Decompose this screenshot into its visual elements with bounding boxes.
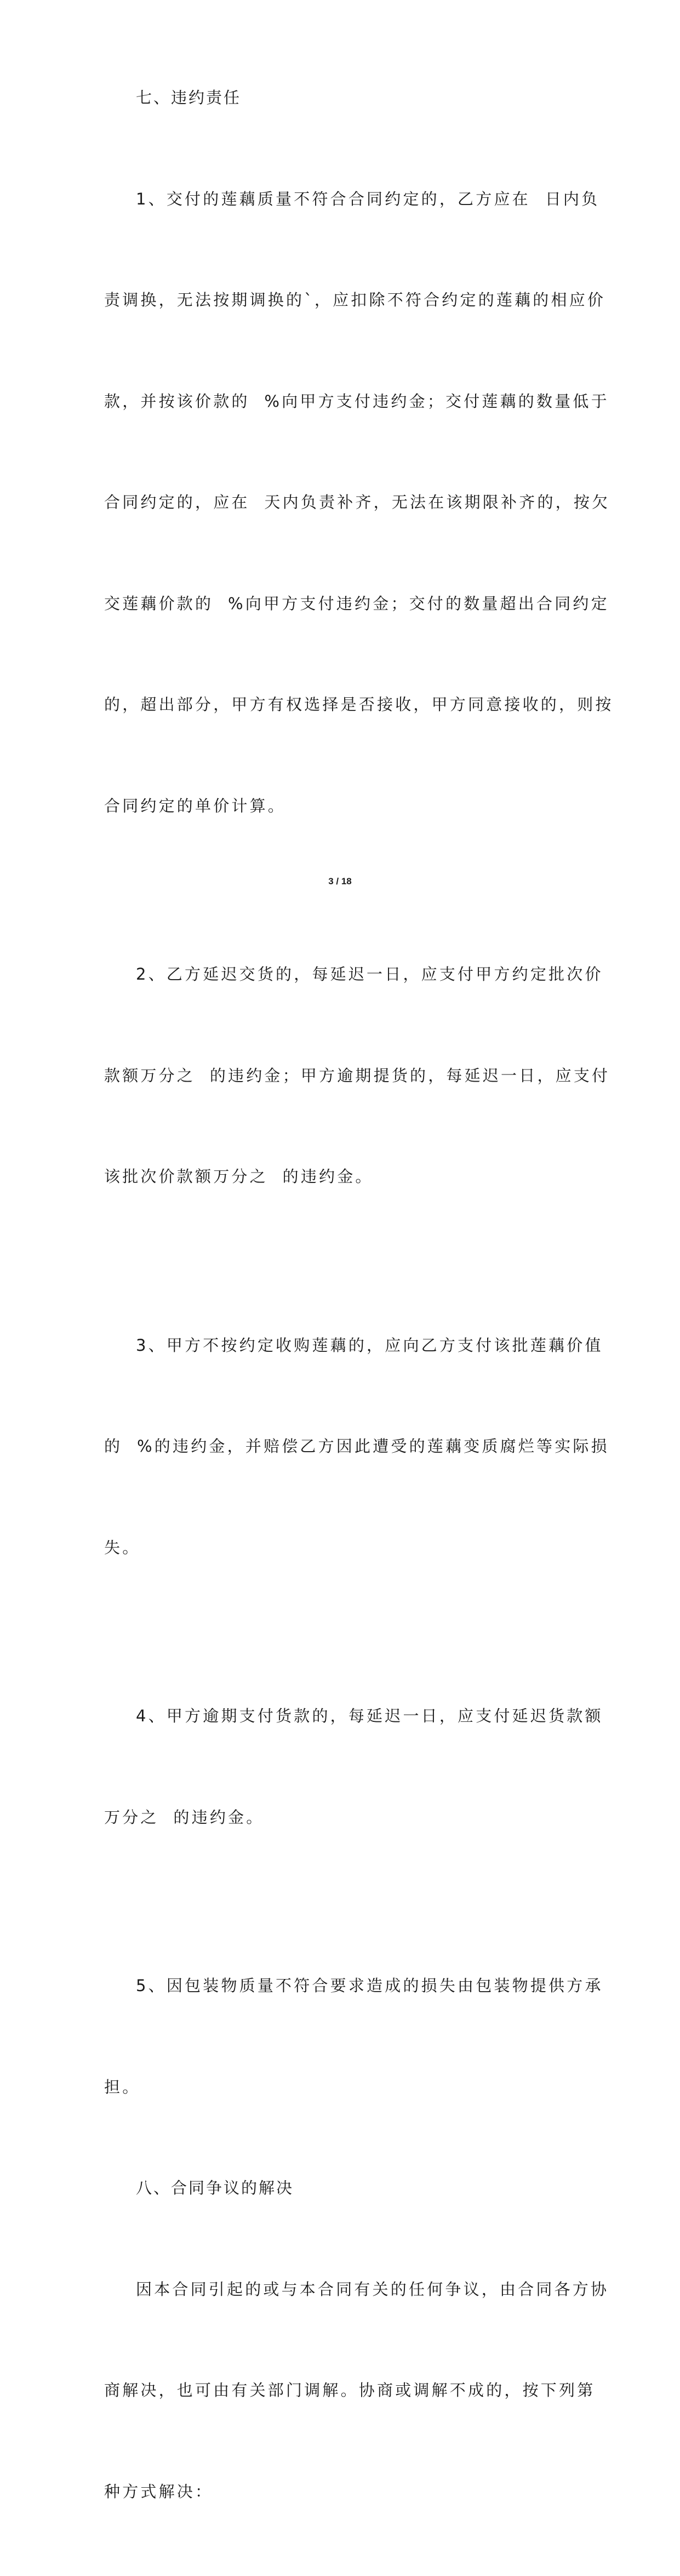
clause-1 [104, 115, 579, 891]
clause-5 [104, 1902, 579, 2171]
clause-2 [104, 890, 579, 1261]
clause-1-line: 交莲藕价款的 %向甲方支付违约金；交付的数量超出合同约定 [104, 587, 579, 621]
section-heading-dispute-resolution: 八、合同争议的解决 [104, 2171, 579, 2205]
clause-4-line: 万分之 的违约金。 [104, 1801, 579, 1835]
clause-1-line: 责调换，无法按期调换的`，应扣除不符合约定的莲藕的相应价 [104, 283, 579, 317]
clause-5-line: 担。 [104, 2071, 579, 2105]
section-heading-breach-liability: 七、违约责任 [104, 81, 579, 115]
dispute-line: 商解决，也可由有关部门调解。协商或调解不成的，按下列第 [104, 2374, 579, 2408]
document-body [104, 81, 579, 2576]
clause-4 [104, 1632, 579, 1902]
clause-1-line: 合同约定的单价计算。 [104, 789, 579, 823]
dispute-line: 因本合同引起的或与本合同有关的任何争议，由合同各方协 [104, 2273, 579, 2307]
clause-3-line: 3、甲方不按约定收购莲藕的，应向乙方支付该批莲藕价值 [104, 1329, 579, 1363]
clause-2-line: 款额万分之 的违约金；甲方逾期提货的，每延迟一日，应支付 [104, 1059, 579, 1093]
clause-3 [104, 1261, 579, 1633]
dispute-line: 种方式解决： [104, 2475, 579, 2509]
page-number: 3 / 18 [0, 876, 680, 887]
clause-2-line: 该批次价款额万分之 的违约金。 [104, 1160, 579, 1194]
clause-3-line: 的 %的违约金，并赔偿乙方因此遭受的莲藕变质腐烂等实际损 [104, 1430, 579, 1464]
clause-3-line: 失。 [104, 1531, 579, 1565]
dispute-resolution-paragraph [104, 2205, 579, 2576]
clause-1-line: 合同约定的，应在 天内负责补齐，无法在该期限补齐的，按欠 [104, 486, 579, 520]
clause-2-line: 2、乙方延迟交货的，每延迟一日，应支付甲方约定批次价 [104, 958, 579, 992]
clause-1-line: 的，超出部分，甲方有权选择是否接收，甲方同意接收的，则按 [104, 688, 579, 722]
document-page [0, 0, 680, 962]
clause-1-line: 款，并按该价款的 %向甲方支付违约金；交付莲藕的数量低于 [104, 385, 579, 419]
clause-5-line: 5、因包装物质量不符合要求造成的损失由包装物提供方承 [104, 1969, 579, 2003]
clause-1-line: 1、交付的莲藕质量不符合合同约定的，乙方应在 日内负 [104, 183, 579, 217]
clause-4-line: 4、甲方逾期支付货款的，每延迟一日，应支付延迟货款额 [104, 1699, 579, 1733]
